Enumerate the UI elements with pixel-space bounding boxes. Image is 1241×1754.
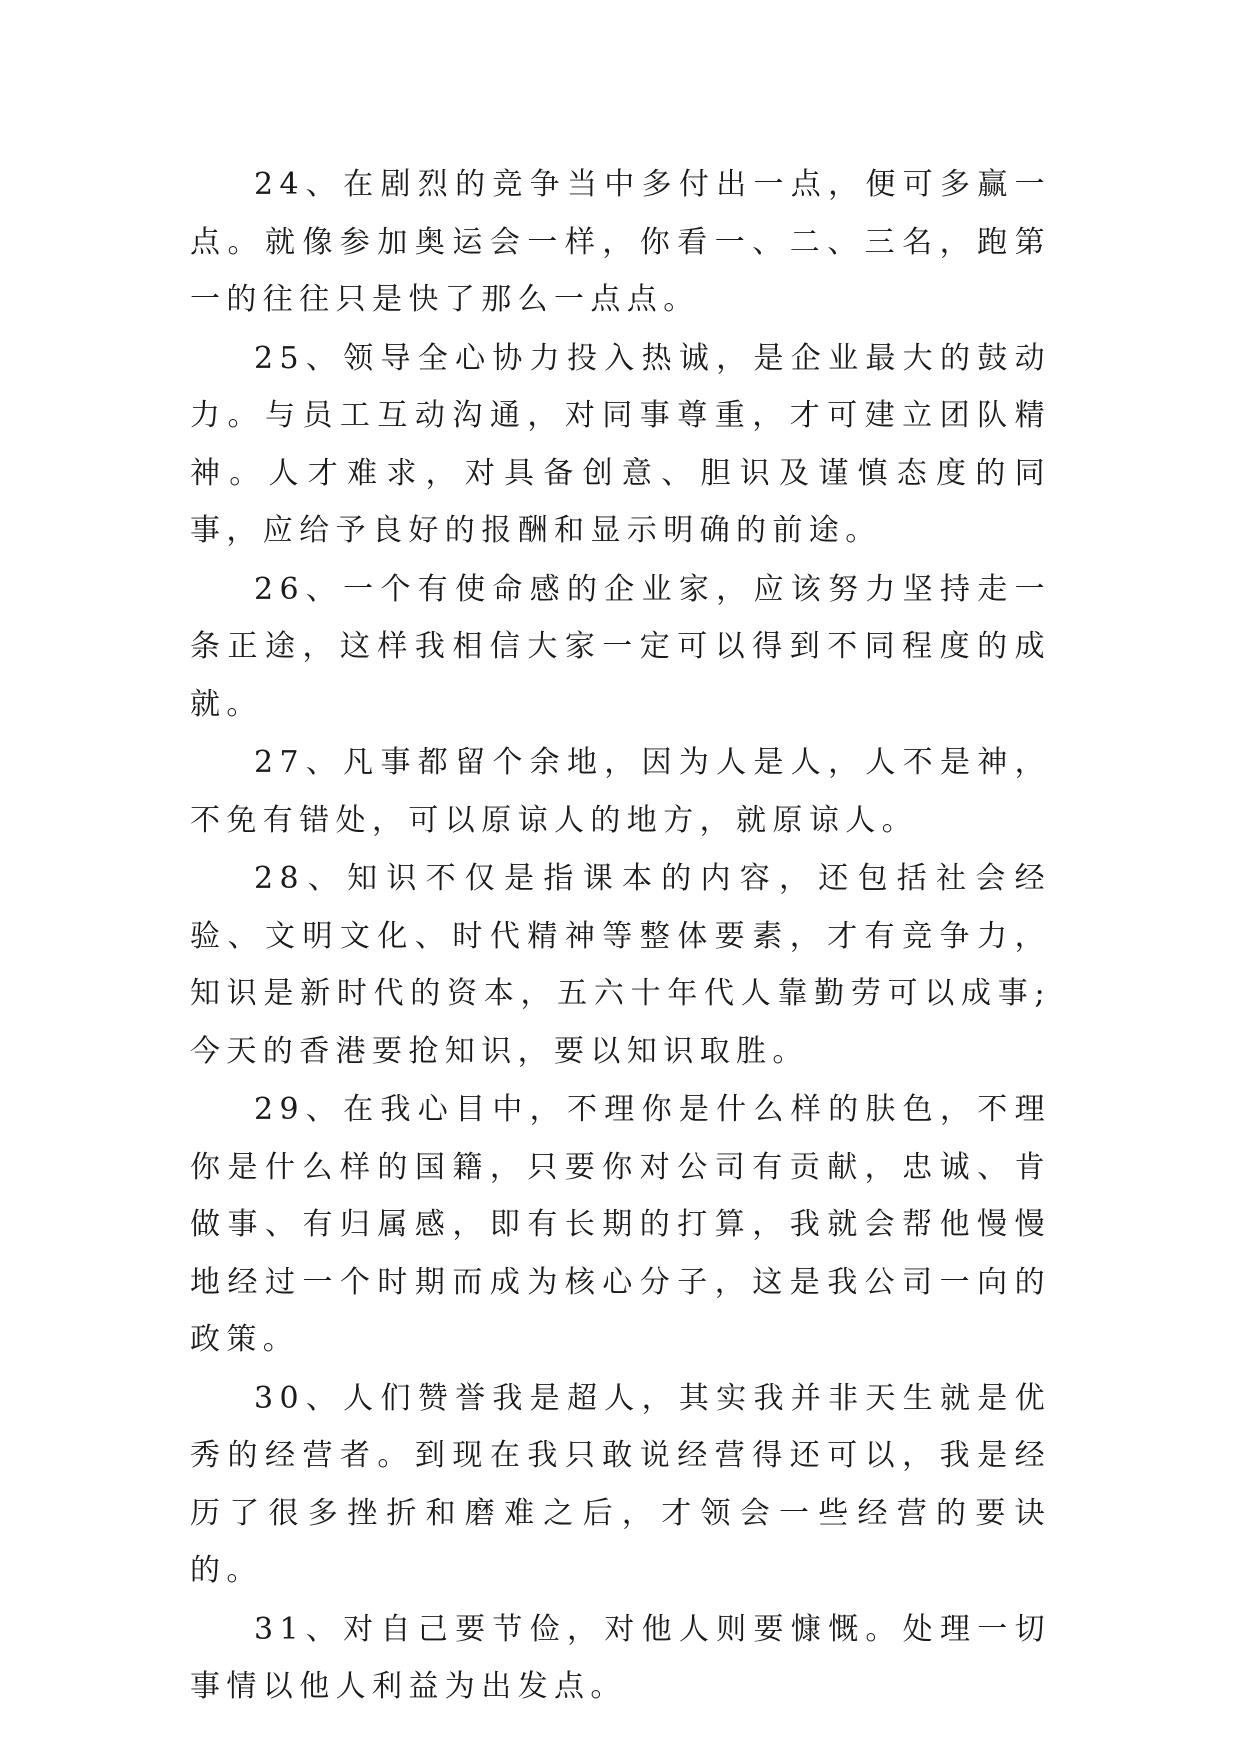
paragraph-25: 25、领导全心协力投入热诚，是企业最大的鼓动力。与员工互动沟通，对同事尊重，才可建立团队精神。人才难求，对具备创意、胆识及谨慎态度的同事，应给予良好的报酬和显示明确的前途。 [190,340,1051,548]
paragraph-30: 30、人们赞誉我是超人，其实我并非天生就是优秀的经营者。到现在我只敢说经营得还可以，我是经历了很多挫折和磨难之后，才领会一些经营的要诀的。 [190,1380,1051,1588]
paragraph-27: 27、凡事都留个余地，因为人是人，人不是神，不免有错处，可以原谅人的地方，就原谅人。 [190,745,1051,838]
paragraph-31: 31、对自己要节俭，对他人则要慷慨。处理一切事情以他人利益为出发点。 [190,1611,1051,1704]
paragraph-29: 29、在我心目中，不理你是什么样的肤色，不理你是什么样的国籍，只要你对公司有贡献，忠诚、肯做事、有归属感，即有长期的打算，我就会帮他慢慢地经过一个时期而成为核心分子，这是我公司一向的政策。 [190,1092,1051,1357]
paragraph-24: 24、在剧烈的竞争当中多付出一点，便可多赢一点。就像参加奥运会一样，你看一、二、三名，跑第一的往往只是快了那么一点点。 [190,167,1051,317]
document-body [190,156,1051,1716]
paragraph-28: 28、知识不仅是指课本的内容，还包括社会经验、文明文化、时代精神等整体要素，才有竞争力，知识是新时代的资本，五六十年代人靠勤劳可以成事;今天的香港要抢知识，要以知识取胜。 [190,861,1051,1069]
paragraph-26: 26、一个有使命感的企业家，应该努力坚持走一条正途，这样我相信大家一定可以得到不同程度的成就。 [190,571,1051,722]
